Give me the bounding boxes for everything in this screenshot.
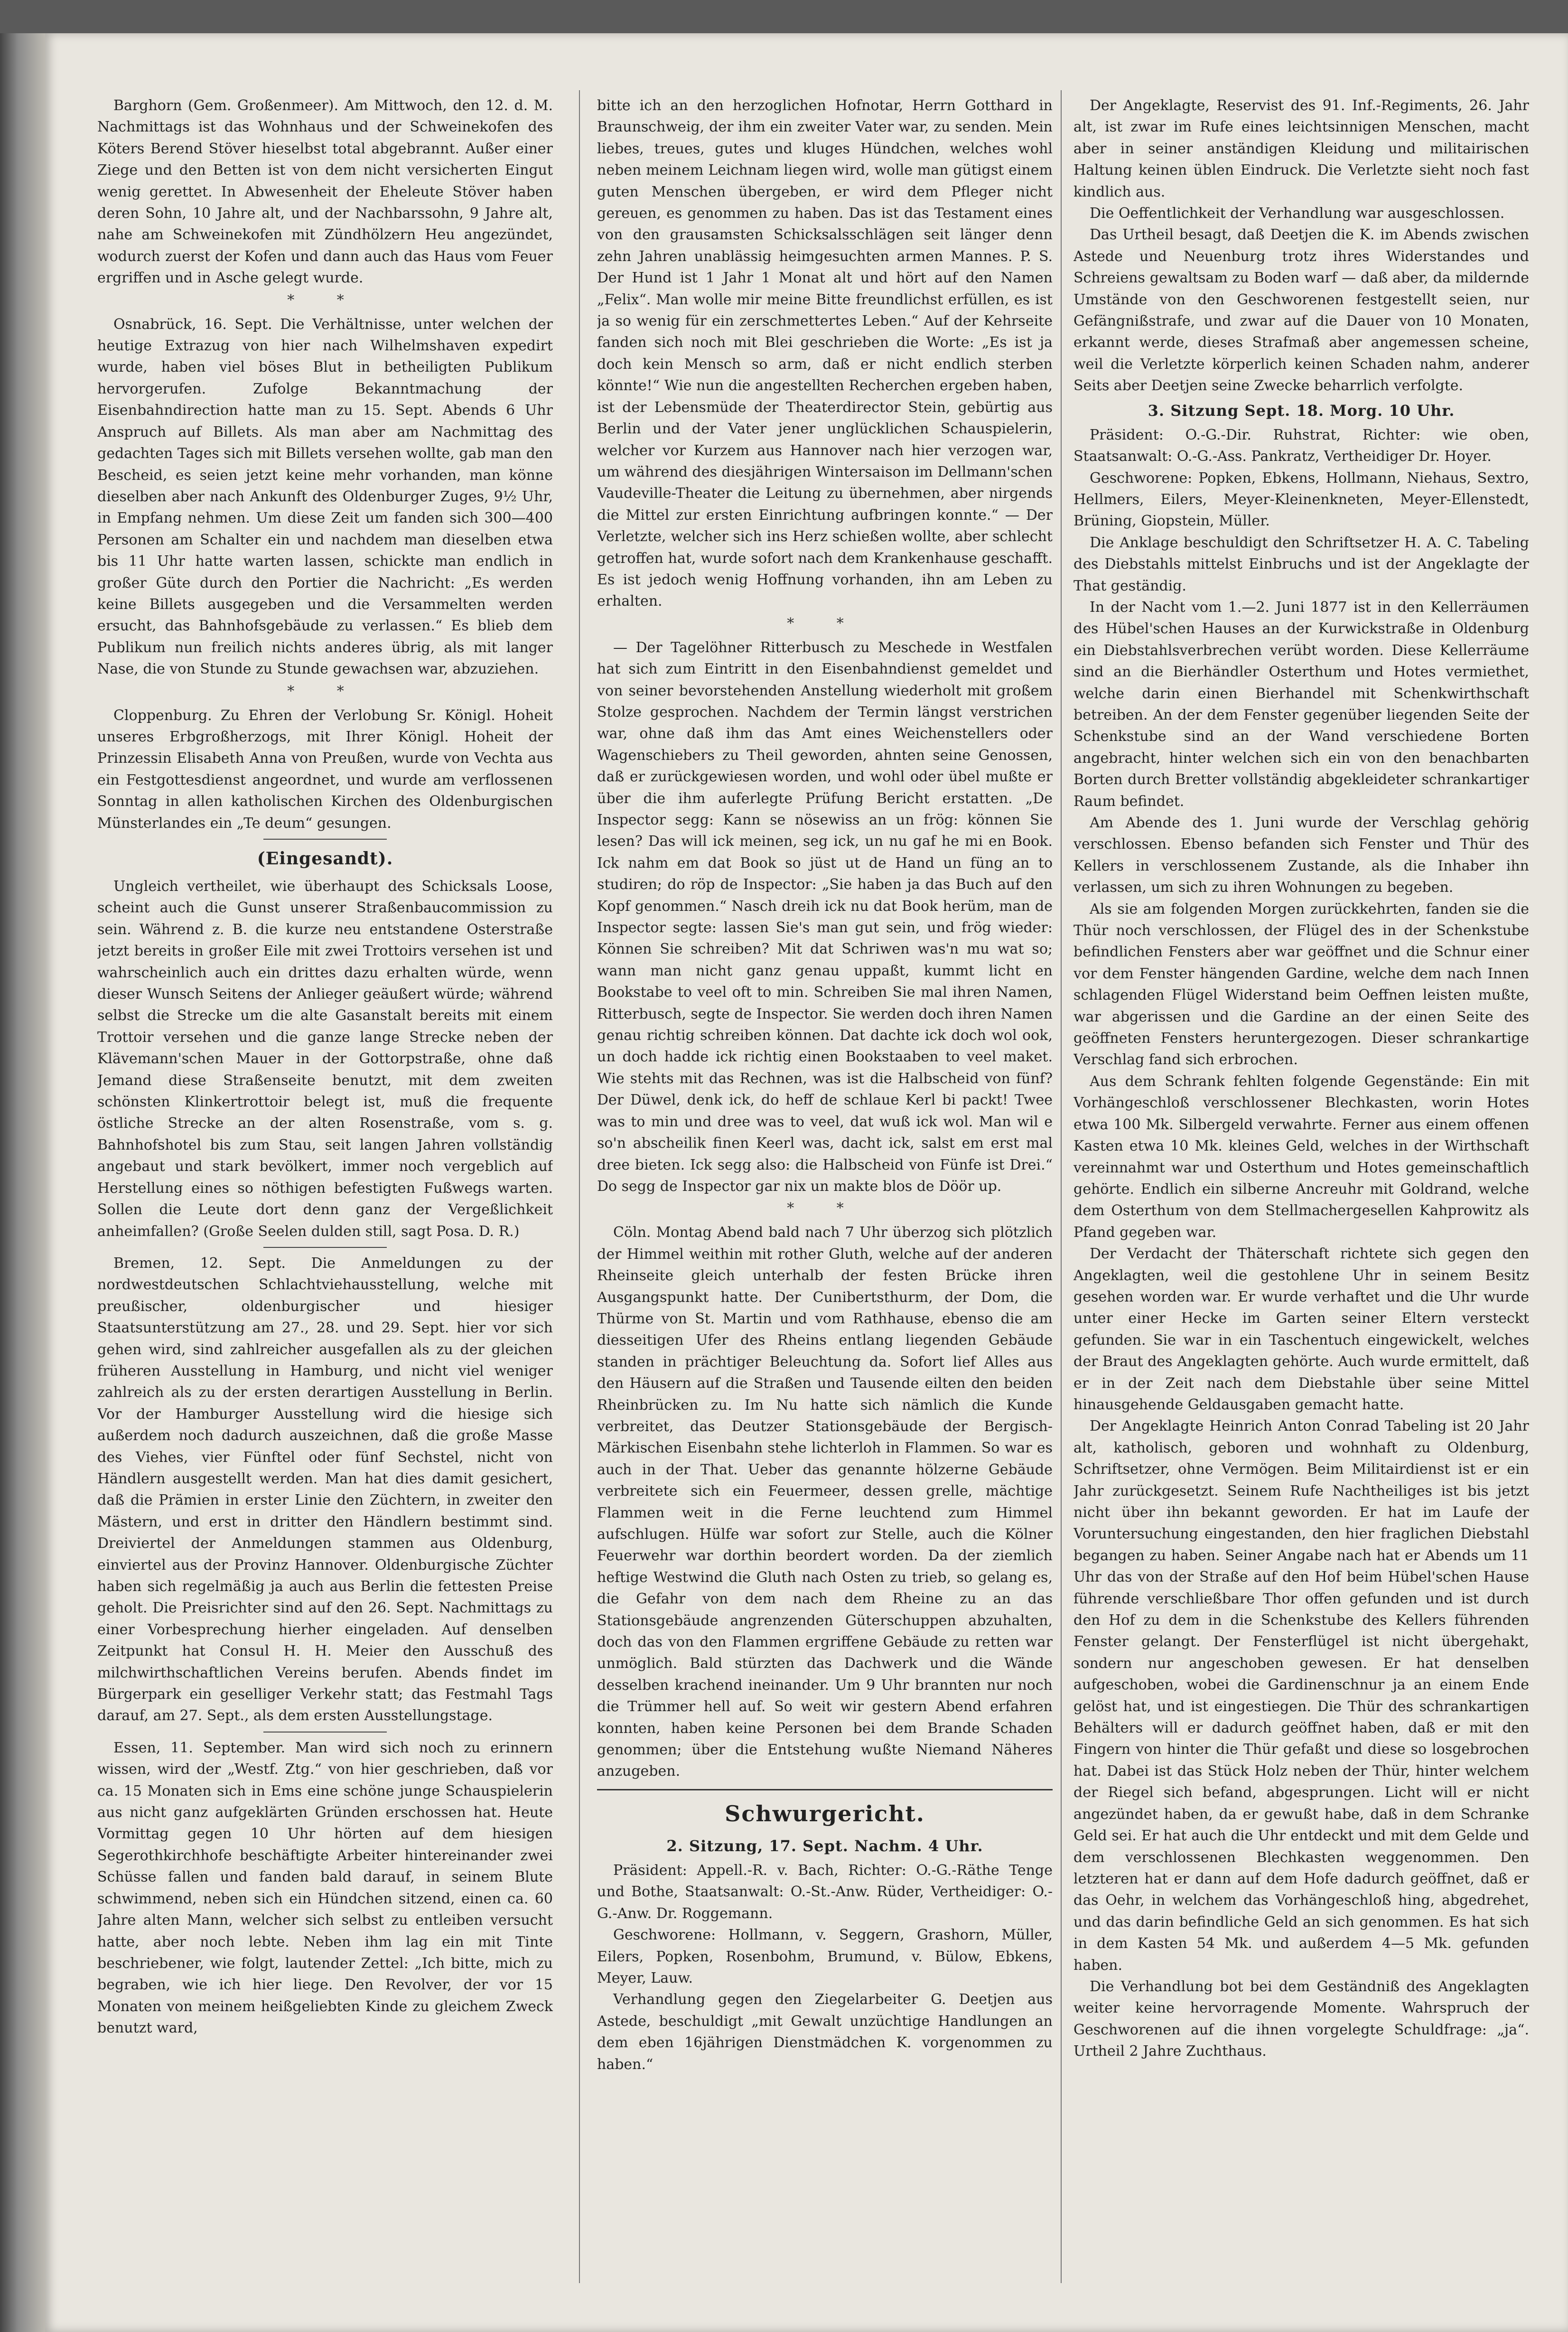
- separator: * *: [287, 291, 363, 309]
- case-deetjen: Verhandlung gegen den Ziegelarbeiter G. Deetjen aus Astede, beschuldigt „mit Gewalt unzüchtige Handlungen an dem eben 16jährigen Dienstmädchen K. vorgenommen zu haben.“: [597, 1991, 1053, 2073]
- article-essen-cont: bitte ich an den herzoglichen Hofnotar, Herrn Gotthard in Braunschweig, der ihm ein zweiter Vater war, zu senden. Mein liebes, treues, gutes und kluges Hündchen, welches wohl neben meinem Leichnam liegen wird, wolle man gütigst einem guten Menschen übergeben, er wird dem Pfleger nicht gereuen, es genommen zu haben. Das ist das Testament eines von den grausamsten Schicksalsschlägen seit länger denn zehn Jahren unablässig heimgesuchten armen Mannes. P. S. Der Hund ist 1 Jahr 1 Monat alt und hört auf den Namen „Felix“. Man wolle mir meine Bitte freundlichst erfüllen, es ist ja so wenig für ein zerschmettertes Leben.“ Auf der Kehrseite fanden sich noch mit Blei geschrieben die Worte: „Es ist ja doch kein Mensch so arm, daß er nicht endlich sterben könnte!“ Wie nun die angestellten Recherchen ergeben haben, ist der Lebensmüde der Theaterdirector Stein, gebürtig aus Berlin und der Vater jener unglücklichen Schauspielerin, welcher vor Kurzem aus Hannover nach hier verzogen war, um während des diesjährigen Wintersaison im Dellmann'schen Vaudeville-Theater die Leitung zu übernehmen, aber nirgends die Mittel zur ersten Einrichtung aufbringen konnte.“ — Der Verletzte, welcher sich ins Herz schießen wollte, aber schlecht getroffen hat, wurde sofort nach dem Krankenhause geschafft. Es ist jedoch wenig Hoffnung vorhanden, ihn am Leben zu erhalten.: [597, 97, 1053, 610]
- article-osnabrueck: Osnabrück, 16. Sept. Die Verhältnisse, unter welchen der heutige Extrazug von hier nach Wilhelmshaven expedirt wurde, haben viel böses Blut in betheiligten Publikum hervorgerufen. Zufolge Bekanntmachung der Eisenbahndirection hatte man zu 15. Sept. Abends 6 Uhr Anspruch auf Billets. Als man aber am Nachmittag des gedachten Tages sich mit Billets versehen wollte, gab man den Bescheid, es seien jetzt keine mehr vorhanden, man könne dieselben aber nach Ankunft des Oldenburger Zuges, 9½ Uhr, in Empfang nehmen. Um diese Zeit um fanden sich 300—400 Personen am Schalter ein und nachdem man dieselben etwa bis 11 Uhr hatte warten lassen, schickte man endlich in großer Güte durch den Portier die Nachricht: „Es werden keine Billets ausgegeben und die Versammelten werden ersucht, das Bahnhofsgebäude zu verlassen.“ Es blieb dem Publikum nun freilich nichts anderes übrig, als mit langer Nase, die von Stunde zu Stunde gewachsen war, abzuziehen.: [97, 316, 553, 678]
- article-bremen: Bremen, 12. Sept. Die Anmeldungen zu der nordwestdeutschen Schlachtviehausstellung, welche mit preußischer, oldenburgischer und hiesiger Staatsunterstützung am 27., 28. und 29. Sept. hier vor sich gehen wird, sind zahlreicher ausgefallen als zu der gleichen früheren Ausstellung in Hamburg, und nicht viel weniger zahlreich als zu der ersten derartigen Ausstellung in Berlin. Vor der Hamburger Ausstellung wird die hiesige sich außerdem noch dadurch auszeichnen, daß die große Masse des Viehes, vier Fünftel oder fünf Sechstel, nicht von Händlern ausgestellt werden. Man hat dies damit gesichert, daß die Prämien in erster Linie den Züchtern, in zweiter den Mästern, und erst in dritter den Händlern bestimmt sind. Dreiviertel der Anmeldungen stammen aus Oldenburg, einviertel aus der Provinz Hannover. Oldenburgische Züchter haben sich regelmäßig ja auch aus Berlin die fettesten Preise geholt. Die Preisrichter sind auf den 26. Sept. Nachmittags zu einer Vorbesprechung hierher eingeladen. Auf denselben Zeitpunkt hat Consul H. H. Meier den Ausschuß des milchwirthschaftlichen Vereins berufen. Abends findet im Bürgerpark ein geselliger Verkehr statt; das Festmahl Tags darauf, am 27. Sept., als dem ersten Ausstellungstage.: [97, 1255, 553, 1724]
- case-tabeling-p1: In der Nacht vom 1.—2. Juni 1877 ist in den Kellerräumen des Hübel'schen Hauses an der Kurwickstraße in Oldenburg ein Diebstahlsverbrechen verübt worden. Diese Kellerräume sind an die Bierhändler Osterthum und Hotes vermiethet, welche darin einen Bierhandel mit Schenkwirthschaft betreiben. An der dem Fenster gegenüber liegenden Seite der Schenkstube sind an der Wand verschiedene Borten angebracht, hinter welchen sich ein von den benachbarten Borten durch Bretter vollständig abgekleideter schrankartiger Raum befindet.: [1073, 599, 1529, 810]
- column-rule: [1061, 90, 1062, 2283]
- divider: [263, 839, 387, 840]
- column-2: [597, 95, 1053, 2269]
- case-deetjen-verdict: Das Urtheil besagt, daß Deetjen die K. im Abends zwischen Astede und Neuenburg trotz ihres Widerstandes und Schreiens gewaltsam zu Boden warf — daß aber, da mildernde Umstände von den Geschworenen festgestellt seien, nur Gefängnißstrafe, und zwar auf die Dauer von 10 Monaten, erkannt werde, dieses Strafmaß aber angemessen scheine, weil die Verletzte körperlich keinen Schaden nahm, anderer Seits aber Deetjen seine Zwecke beharrlich verfolgte.: [1073, 226, 1529, 394]
- jurors-3: Geschworene: Popken, Ebkens, Hollmann, Niehaus, Sextro, Hellmers, Eilers, Meyer-Kleinenkneten, Meyer-Ellenstedt, Brüning, Giopstein, Müller.: [1073, 469, 1529, 530]
- article-essen: Essen, 11. September. Man wird sich noch zu erinnern wissen, wird der „Westf. Ztg.“ von hier geschrieben, daß vor ca. 15 Monaten sich in Ems eine schöne junge Schauspielerin aus nicht ganz aufgeklärten Gründen erschossen hat. Heute Vormittag gegen 10 Uhr hörten auf dem hiesigen Segerothkirchhofe beschäftigte Arbeiter hintereinander zwei Schüsse fallen und fanden bald darauf, in seinem Blute schwimmend, neben sich ein Hündchen sitzend, einen ca. 60 Jahre alten Mann, welcher sich selbst zu entleiben versucht hatte, aber noch lebte. Neben ihm lag ein mit Tinte beschriebener, wie folgt, lautender Zettel: „Ich bitte, mich zu begraben, wie ich hier liege. Den Revolver, der vor 15 Monaten von meinem heißgeliebten Kinde zu gleichem Zweck benutzt ward,: [97, 1739, 553, 2037]
- article-coeln: Cöln. Montag Abend bald nach 7 Uhr überzog sich plötzlich der Himmel weithin mit rother Gluth, welche auf der anderen Rheinseite gleich unterhalb der festen Brücke ihren Ausgangspunkt hatte. Der Cunibertsthurm, der Dom, die Thürme von St. Martin und vom Rathhause, ebenso die am diesseitigen Ufer des Rheins entlang liegenden Gebäude standen in prächtiger Beleuchtung da. Sofort lief Alles aus den Häusern auf die Straßen und Tausende eilten den beiden Rheinbrücken zu. Im Nu hatte sich nämlich die Kunde verbreitet, das Deutzer Stationsgebäude der Bergisch-Märkischen Eisenbahn stehe lichterloh in Flammen. So war es auch in der That. Ueber das genannte hölzerne Gebäude verbreitete sich ein Feuermeer, dessen grelle, mächtige Flammen weit in die Ferne leuchtend zum Himmel aufschlugen. Hülfe war sofort zur Stelle, auch die Kölner Feuerwehr war dorthin beordert worden. Da der ziemlich heftige Westwind die Gluth nach Osten zu trieb, so gelang es, die Gefahr von dem nach dem Rheine zu an das Stationsgebäude angrenzenden Güterschuppen abzuhalten, doch das von den Flammen ergriffene Gebäude zu retten war unmöglich. Bald stürzten das Dachwerk und die Wände desselben krachend ineinander. Um 9 Uhr brannten nur noch die Trümmer hell auf. So weit wir gestern Abend erfahren konnten, haben keine Personen bei dem Brande Schaden genommen; über die Entstehung wußte Niemand Näheres anzugeben.: [597, 1224, 1053, 1780]
- jurors: Geschworene: Hollmann, v. Seggern, Grashorn, Müller, Eilers, Popken, Rosenbohm, Brumund, v. Bülow, Ebkens, Meyer, Lauw.: [597, 1927, 1053, 1986]
- court-officials: Präsident: Appell.-R. v. Bach, Richter: O.-G.-Räthe Tenge und Bothe, Staatsanwalt: O.-St.-Anw. Rüder, Vertheidiger: O.-G.-Anw. Dr. Roggemann.: [597, 1862, 1053, 1922]
- separator: * *: [787, 1200, 863, 1217]
- case-tabeling-p6: Der Angeklagte Heinrich Anton Conrad Tabeling ist 20 Jahr alt, katholisch, geboren und wohnhaft zu Oldenburg, Schriftsetzer, ohne Vermögen. Beim Militairdienst ist er ein Jahr zurückgesetzt. Seinem Rufe Nachtheiliges ist bis jetzt nicht über ihn bekannt geworden. Er hat im Laufe der Voruntersuchung eingestanden, den hier fraglichen Diebstahl begangen zu haben. Seiner Angabe nach hat er Abends um 11 Uhr das von der Straße auf den Hof beim Hübel'schen Hause führende verschließbare Thor offen gefunden und ist durch den Hof zu dem in die Schenkstube des Kellers führenden Fenster gelangt. Der Fensterflügel ist nicht übergehakt, sondern nur angeschoben gewesen. Er hat denselben aufgeschoben, wobei die Gardinenschnur ja an einem Ende gelöst hat, und ist eingestiegen. Die Thür des schrankartigen Behälters will er dadurch geöffnet haben, daß er mit den Fingern von hinter die Thür gefaßt und diese so losgebrochen hat. Dabei ist das Stück Holz neben der Thür, hinter welchem der Riegel sich befand, abgesprungen. Licht will er nicht angezündet haben, da er gewußt habe, daß in dem Schranke Geld sei. Er hat auch die Uhr entdeckt und mit dem Gelde und dem verschlossenen Blechkasten weggenommen. Den letzteren hat er dann auf dem Hofe dadurch geöffnet, daß er das Oehr, in welchem das Vorhängeschloß hing, abgedrehet, und das darin befindliche Geld an sich genommen. Es hat sich in dem Kasten 54 Mk. und außerdem 4—5 Mk. gefunden haben.: [1073, 1418, 1529, 1974]
- case-tabeling-p4: Aus dem Schrank fehlten folgende Gegenstände: Ein mit Vorhängeschloß verschlossener Blechkasten, worin Hotes etwa 100 Mk. Silbergeld verwahrte. Ferner aus einem offenen Kasten etwa 10 Mk. kleines Geld, welches in der Wirthschaft vereinnahmt war und Osterthum und Hotes gemeinschaftlich gehörte. Endlich ein silberne Ancreuhr mit Goldrand, welche dem Osterthum von dem Stellmachergesellen Kahprowitz als Pfand gegeben war.: [1073, 1073, 1529, 1241]
- article-cloppenburg: Cloppenburg. Zu Ehren der Verlobung Sr. Königl. Hoheit unseres Erbgroßherzogs, mit Ihrer Königl. Hoheit der Prinzessin Elisabeth Anna von Preußen, wurde von Vechta aus ein Festgottesdienst angeordnet, und wurde am verflossenen Sonntag in allen katholischen Kirchen des Oldenburgischen Münsterlandes ein „Te deum“ gesungen.: [97, 707, 553, 832]
- case-tabeling-p2: Am Abende des 1. Juni wurde der Verschlag gehörig verschlossen. Ebenso befanden sich Fenster und Thür des Kellers in verschlossenem Zustande, als die Inhaber ihn verlassen, um sich zu ihren Wohnungen zu begeben.: [1073, 815, 1529, 896]
- divider: [263, 1732, 387, 1733]
- heading-eingesandt: (Eingesandt).: [257, 849, 393, 869]
- case-tabeling-p3: Als sie am folgenden Morgen zurückkehrten, fanden sie die Thür noch verschlossen, der Flügel des in der Schenkstube befindlichen Fensters aber war geöffnet und die Schnur einer vor dem Fenster hängenden Gardine, welche dem nach Innen schlagenden Flügel Widerstand beim Oeffnen leisten mußte, war abgerissen und die Gardine an der einen Seite des geöffneten Fensters heruntergezogen. Dieser schrankartige Verschlag fand sich erbrochen.: [1073, 900, 1529, 1068]
- case-tabeling-verdict: Die Verhandlung bot bei dem Geständniß des Angeklagten weiter keine hervorragende Momente. Wahrspruch der Geschworenen auf die ihnen vorgelegte Schuldfrage: „ja“. Urtheil 2 Jahre Zuchthaus.: [1073, 1978, 1529, 2060]
- sitzung-2-heading: 2. Sitzung, 17. Sept. Nachm. 4 Uhr.: [666, 1836, 983, 1855]
- sitzung-3-heading: 3. Sitzung Sept. 18. Morg. 10 Uhr.: [1148, 401, 1455, 420]
- case-tabeling-p5: Der Verdacht der Thäterschaft richtete sich gegen den Angeklagten, weil die gestohlene Uhr in seinem Besitz gesehen worden war. Er wurde verhaftet und die Uhr wurde unter einer Hecke im Garten seiner Eltern versteckt gefunden. Sie war in ein Taschentuch eingewickelt, welches der Braut des Angeklagten gehörte. Auch wurde ermittelt, daß er in der Zeit nach dem Diebstahle über seine Mittel hinausgehende Geldausgaben gemacht hatte.: [1073, 1246, 1529, 1413]
- section-divider: [597, 1789, 1053, 1790]
- column-rule: [579, 90, 580, 2283]
- column-1: [97, 95, 553, 2269]
- case-tabeling-charge: Die Anklage beschuldigt den Schriftsetzer H. A. C. Tabeling des Diebstahls mittelst Einbruchs und ist der Angeklagte der That geständig.: [1073, 534, 1529, 594]
- divider: [263, 1247, 387, 1248]
- separator: * *: [787, 615, 863, 632]
- court-officials-3: Präsident: O.-G.-Dir. Ruhstrat, Richter: wie oben, Staatsanwalt: O.-G.-Ass. Pankratz, Vertheidiger Dr. Hoyer.: [1073, 426, 1529, 465]
- column-3: [1073, 95, 1529, 2269]
- case-deetjen-closed: Die Oeffentlichkeit der Verhandlung war ausgeschlossen.: [1090, 205, 1505, 222]
- article-ritterbusch: — Der Tagelöhner Ritterbusch zu Meschede in Westfalen hat sich zum Eintritt in den Eisenbahndienst gemeldet und von seiner bevorstehenden Anstellung wiederholt mit großem Stolze gesprochen. Nachdem der Termin längst verstrichen war, ohne daß ihm das Amt eines Weichenstellers oder Wagenschiebers zu Theil geworden, ahnten seine Genossen, daß er zurückgewiesen worden, und wohl oder übel mußte er über die ihm auferlegte Prüfung Bericht erstatten. „De Inspector segg: Kann se nösewiss an un frög: können Sie lesen? Das will ick meinen, seg ick, un nu gaf he mi en Book. Ick nahm em dat Book so jüst ut de Hand un füng an to studiren; do röp de Inspector: „Sie haben ja das Buch auf den Kopf genommen.“ Nasch dreih ick nu dat Book herüm, man de Inspector segte: lassen Sie's man gut sein, und frög wieder: Können Sie schreiben? Mit dat Schriwen was'n mu wat so; wann man nicht ganz genau uppaßt, kummt licht en Bookstabe to veel oft to min. Schreiben Sie mal ihren Namen, Ritterbusch, segte de Inspector. Sie werden doch ihren Namen genau richtig schreiben können. Dat dachte ick doch wol ook, un doch hadde ick richtig einen Bookstaaben to veel maket. Wie stehts mit das Rechnen, was ist die Halbscheid von fünf? Der Düwel, denk ick, do heff de schlaue Kerl bi packt! Twee was to min und dree was to veel, dat wuß ick wol. Man wil e so'n abscheilik finen Keerl was, dacht ick, salst em erst mal dree bieten. Ick segg also: die Halbscheid von Fünfe ist Drei.“ Do segg de Inspector gar nix un makte blos de Döör up.: [597, 639, 1053, 1195]
- article-barghorn: Barghorn (Gem. Großenmeer). Am Mittwoch, den 12. d. M. Nachmittags ist das Wohnhaus und der Schweinekofen des Köters Berend Stöver hieselbst total abgebrannt. Außer einer Ziege und den Betten ist von dem nicht versicherten Eingut wenig gerettet. In Abwesenheit der Eheleute Stöver haben deren Sohn, 10 Jahre alt, und der Nachbarssohn, 9 Jahre alt, nahe am Schweinekofen mit Zündhölzern Heu angezündet, wodurch zuerst der Kofen und dann auch das Haus vom Feuer ergriffen und in Asche gelegt wurde.: [97, 97, 553, 287]
- page-edge: [0, 33, 45, 2332]
- case-deetjen-cont: Der Angeklagte, Reservist des 91. Inf.-Regiments, 26. Jahr alt, ist zwar im Rufe eines leichtsinnigen Menschen, macht aber in seiner anständigen Kleidung und militairischen Haltung keinen üblen Eindruck. Die Verletzte sieht noch fast kindlich aus.: [1073, 97, 1529, 200]
- heading-schwurgericht: Schwurgericht.: [725, 1800, 925, 1826]
- article-eingesandt: Ungleich vertheilet, wie überhaupt des Schicksals Loose, scheint auch die Gunst unserer Straßenbaucommission zu sein. Während z. B. die kurze neu entstandene Osterstraße jetzt bereits in großer Eile mit zwei Trottoirs versehen ist und wahrscheinlich auch ein drittes dazu erhalten würde, wenn dieser Wunsch Seitens der Anlieger geäußert würde; während selbst die Strecke um die alte Gasanstalt bereits mit einem Trottoir versehen und die ganze lange Strecke neben der Klävemann'schen Mauer in der Gottorpstraße, ohne daß Jemand diese Straßenseite benutzt, mit dem zweiten schönsten Klinkertrottoir belegt ist, muß die frequente östliche Strecke an der alten Rosenstraße, vom s. g. Bahnhofshotel bis zum Stau, seit langen Jahren vollständig angebaut und stark bevölkert, immer noch vergeblich auf Herstellung eines so nöthigen befestigten Fußwegs warten. Sollen die Leute dort denn ganz der Vergeßlichkeit anheimfallen? (Große Seelen dulden still, sagt Posa. D. R.): [97, 878, 553, 1240]
- separator: * *: [287, 683, 363, 700]
